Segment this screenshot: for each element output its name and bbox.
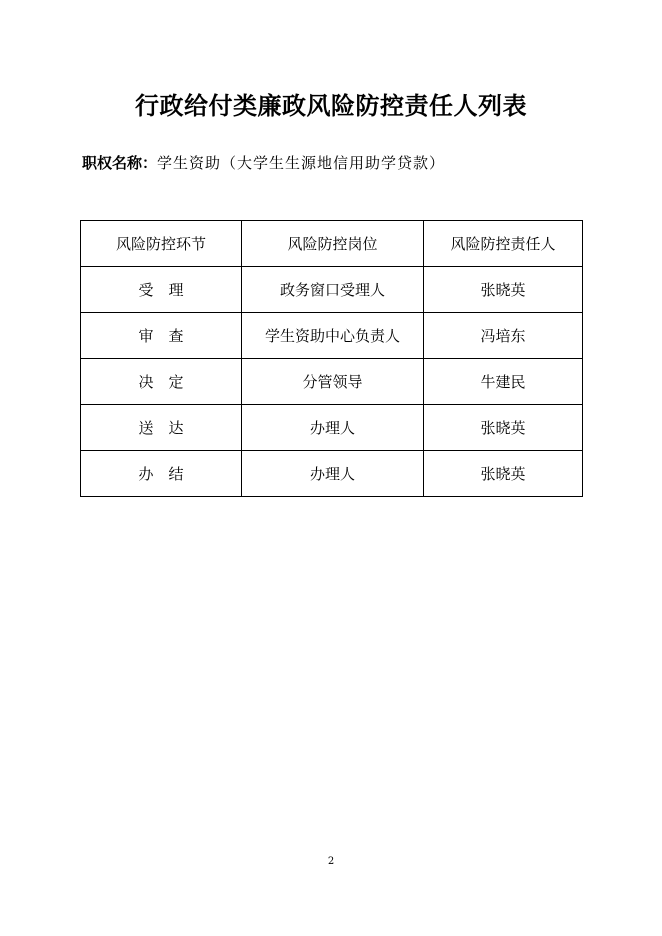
header-risk-person: 风险防控责任人	[424, 221, 583, 267]
authority-name	[82, 152, 445, 173]
person-cell: 冯培东	[424, 313, 583, 359]
stage-cell: 审 查	[81, 313, 242, 359]
table-row	[81, 359, 583, 405]
stage-cell: 送 达	[81, 405, 242, 451]
table-row	[81, 405, 583, 451]
table-header-row	[81, 221, 583, 267]
risk-control-table	[80, 220, 583, 497]
post-cell: 办理人	[242, 405, 424, 451]
post-cell: 政务窗口受理人	[242, 267, 424, 313]
person-cell: 张晓英	[424, 451, 583, 497]
stage-cell: 办 结	[81, 451, 242, 497]
page-number: 2	[327, 856, 335, 867]
header-risk-stage: 风险防控环节	[81, 221, 242, 267]
table-row	[81, 313, 583, 359]
person-cell: 张晓英	[424, 267, 583, 313]
table-row	[81, 451, 583, 497]
post-cell: 学生资助中心负责人	[242, 313, 424, 359]
stage-cell: 受 理	[81, 267, 242, 313]
authority-name-value: 学生资助（大学生生源地信用助学贷款）	[157, 154, 446, 172]
person-cell: 牛建民	[424, 359, 583, 405]
table-row	[81, 267, 583, 313]
person-cell: 张晓英	[424, 405, 583, 451]
header-risk-post: 风险防控岗位	[242, 221, 424, 267]
post-cell: 办理人	[242, 451, 424, 497]
post-cell: 分管领导	[242, 359, 424, 405]
stage-cell: 决 定	[81, 359, 242, 405]
page-title: 行政给付类廉政风险防控责任人列表	[135, 92, 527, 120]
authority-name-label: 职权名称：	[82, 154, 158, 172]
